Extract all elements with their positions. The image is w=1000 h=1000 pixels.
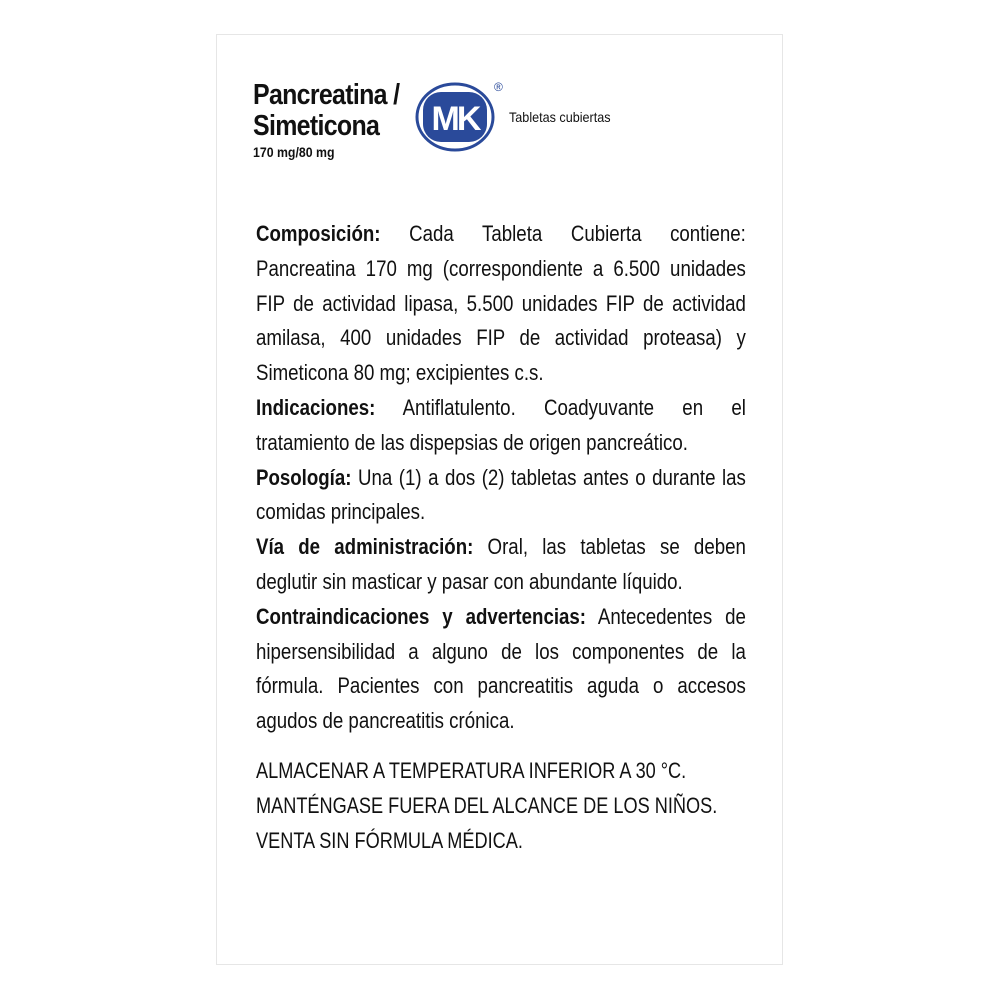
section-text: Una (1) a dos (2) tabletas antes o durante las comidas principales.: [256, 464, 746, 525]
section-posologia: [256, 461, 746, 531]
presentation-type: Tabletas cubiertas: [509, 109, 611, 125]
product-name-line2: Simeticona: [253, 110, 380, 142]
logo-text: MK: [431, 100, 479, 138]
warning-storage-temperature: ALMACENAR A TEMPERATURA INFERIOR A 30 °C.: [256, 758, 687, 783]
section-label: Posología:: [256, 464, 352, 490]
product-dosage: 170 mg/80 mg: [253, 144, 335, 160]
section-label: Contraindicaciones y advertencias:: [256, 603, 587, 629]
section-indicaciones: [256, 391, 746, 461]
mk-logo-icon: [415, 82, 495, 152]
storage-warnings: [256, 754, 751, 858]
product-name: [253, 80, 399, 142]
section-text: Oral, las tabletas se deben deglutir sin masticar y pasar con abundante líquido.: [256, 534, 746, 594]
section-label: Composición:: [256, 221, 381, 246]
registered-mark: ®: [494, 80, 503, 94]
section-contraindicaciones: [256, 600, 746, 739]
section-text: Antiflatulento. Coadyuvante en el tratamiento de las dispepsias de origen pancreático.: [256, 394, 746, 455]
product-header: [253, 80, 753, 170]
section-text: Cada Tableta Cubierta contiene: Pancreatina 170 mg (correspondiente a 6.500 unidades FIP de actividad lipasa, 5.500 unidades FIP de actividad amilasa, 400 unidades FIP de actividad proteasa) y Simeticona 80 mg; excipientes c.s.: [256, 221, 746, 386]
product-information: [256, 217, 746, 739]
section-label: Indicaciones:: [256, 394, 376, 420]
section-composicion: [256, 217, 746, 391]
section-via-administracion: [256, 530, 746, 600]
product-name-line1: Pancreatina /: [253, 79, 400, 111]
warning-keep-away-children: MANTÉNGASE FUERA DEL ALCANCE DE LOS NIÑOS.: [256, 792, 718, 818]
warning-sale-condition: VENTA SIN FÓRMULA MÉDICA.: [256, 827, 523, 853]
section-label: Vía de administración:: [256, 534, 474, 560]
section-text: Antecedentes de hipersensibilidad a alguno de los componentes de la fórmula. Pacientes con pancreatitis aguda o accesos agudos de pancreatitis crónica.: [256, 603, 746, 734]
